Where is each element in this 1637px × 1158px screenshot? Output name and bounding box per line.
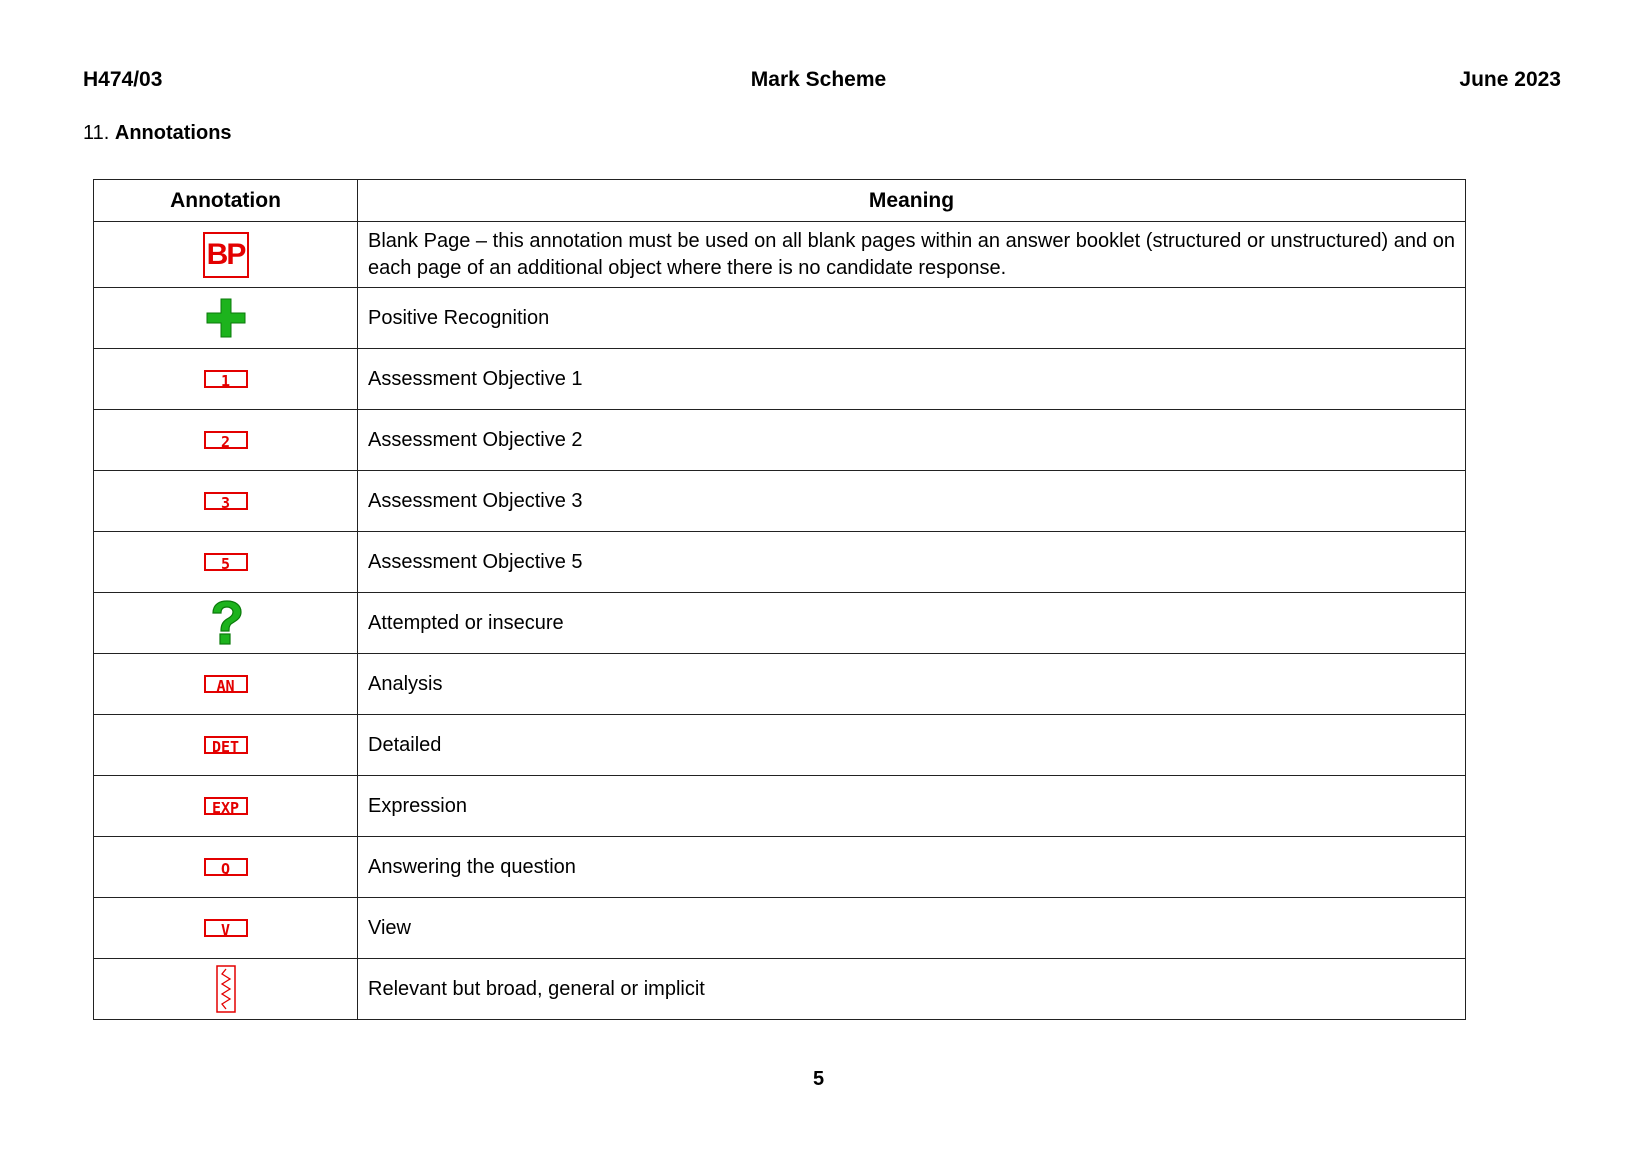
table-row [94,471,1466,532]
header-date: June 2023 [1459,68,1561,91]
header-title: Mark Scheme [750,68,887,91]
meaning-cell: Expression [358,776,1466,837]
meaning-cell: Assessment Objective 2 [358,410,1466,471]
wavy-line-icon [216,965,236,1013]
meaning-cell: Assessment Objective 1 [358,349,1466,410]
table-row [94,222,1466,288]
meaning-cell: Relevant but broad, general or implicit [358,959,1466,1020]
ao3-stamp: 3 [204,492,248,510]
table-row [94,959,1466,1020]
ao2-stamp: 2 [204,431,248,449]
meaning-cell: Positive Recognition [358,288,1466,349]
meaning-cell: View [358,898,1466,959]
column-header-meaning: Meaning [358,180,1466,222]
meaning-cell: Analysis [358,654,1466,715]
table-row [94,898,1466,959]
meaning-cell: Attempted or insecure [358,593,1466,654]
table-row [94,654,1466,715]
table-header-row [94,180,1466,222]
page-number: 5 [812,1068,825,1090]
ao5-stamp: 5 [204,553,248,571]
meaning-cell: Answering the question [358,837,1466,898]
blank-page-stamp: BP [203,232,249,278]
question-answering-stamp: Q [204,858,248,876]
header-course-code: H474/03 [83,68,163,91]
meaning-cell: Detailed [358,715,1466,776]
table-row [94,776,1466,837]
table-row [94,715,1466,776]
question-icon [208,600,244,646]
expression-stamp: EXP [204,797,248,815]
view-stamp: V [204,919,248,937]
table-row [94,593,1466,654]
analysis-stamp: AN [204,675,248,693]
meaning-cell: Assessment Objective 5 [358,532,1466,593]
meaning-cell: Assessment Objective 3 [358,471,1466,532]
column-header-annotation: Annotation [94,180,358,222]
table-row [94,532,1466,593]
table-row [94,410,1466,471]
table-row [94,349,1466,410]
meaning-cell: Blank Page – this annotation must be used on all blank pages within an answer booklet (structured or unstructured) and on each page of an additional object where there is no candidate response. [358,222,1466,288]
ao1-stamp: 1 [204,370,248,388]
section-title: Annotations [114,122,232,144]
table-row [94,288,1466,349]
annotations-table [93,179,1466,1020]
section-number: 11. [83,122,110,144]
section-heading [83,122,232,145]
table-row [94,837,1466,898]
detailed-stamp: DET [204,736,248,754]
plus-icon [206,298,246,338]
